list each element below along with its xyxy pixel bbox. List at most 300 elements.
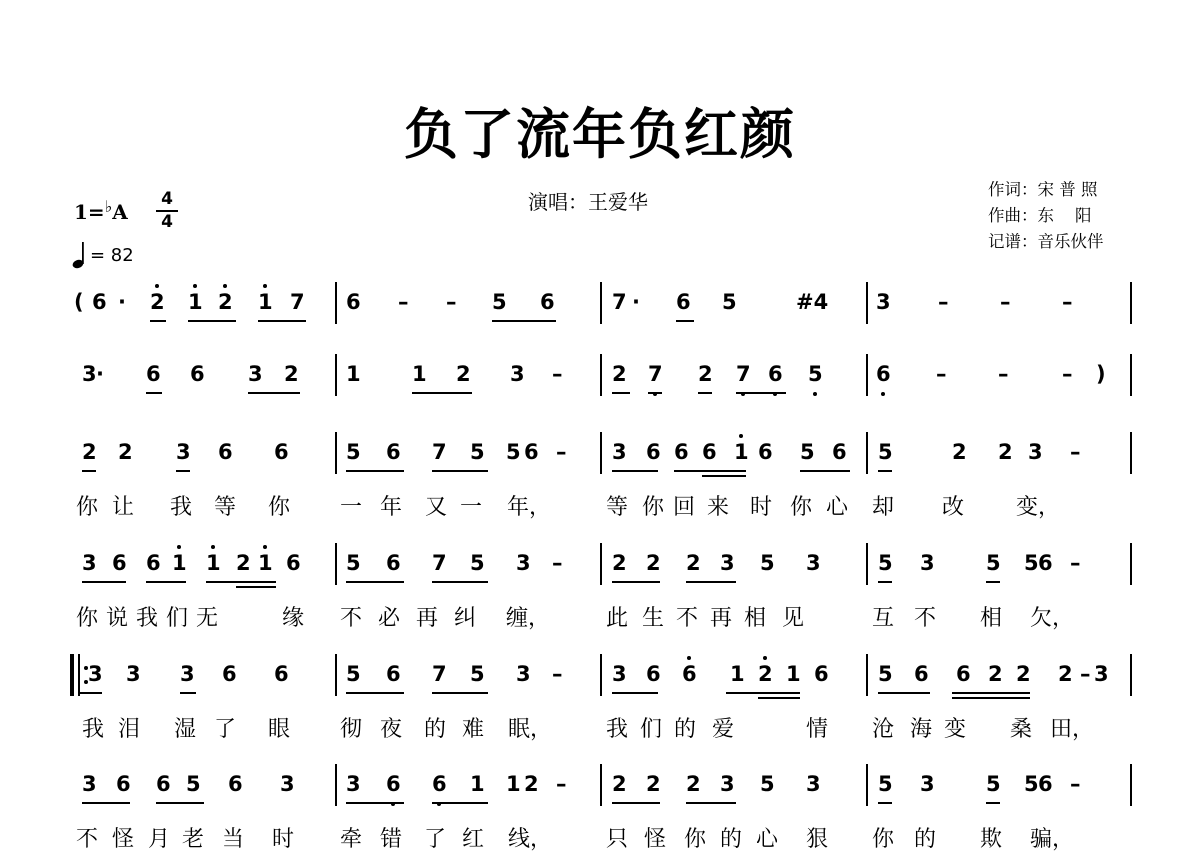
beam-line-2 (702, 475, 746, 477)
note: – (1070, 440, 1081, 464)
beam-line (492, 320, 556, 322)
beam-line-2 (236, 586, 276, 588)
octave-dot-high (263, 284, 267, 288)
octave-dot-high (177, 545, 181, 549)
beam-line (412, 392, 472, 394)
octave-dot-high (763, 656, 767, 660)
note: 2 (456, 362, 471, 386)
lyric-char: 了 (214, 717, 237, 742)
note: 2 (524, 772, 539, 796)
note: 5 (986, 772, 1001, 796)
octave-dot-high (193, 284, 197, 288)
lyric-char: 海 (910, 717, 933, 742)
note: – (1070, 772, 1081, 796)
beam-line (346, 692, 404, 694)
lyric-char: 又 (425, 495, 448, 520)
lyric-char: 年 (380, 495, 403, 520)
note: 2 (686, 772, 701, 796)
lyric-char: 了 (424, 827, 447, 852)
composer-credit: 作曲：东 阳 (988, 206, 1092, 225)
note: 1 (730, 662, 745, 686)
note: 2 (952, 440, 967, 464)
note: 6 (274, 662, 289, 686)
note: 2 (218, 290, 233, 314)
beam-line (952, 692, 1030, 694)
note: 6 (228, 772, 243, 796)
lyric-char: 红 (462, 827, 485, 852)
note: 5 (346, 551, 361, 575)
lyric-char: 你 (76, 495, 99, 520)
note: 6 (702, 440, 717, 464)
note: 5 (346, 662, 361, 686)
note: 6 (116, 772, 131, 796)
beam-line (878, 692, 930, 694)
key-label: 1= (74, 200, 105, 224)
lyric-char: 说 (106, 606, 129, 631)
note: 5 (492, 290, 507, 314)
barline (335, 354, 337, 396)
barline (335, 543, 337, 585)
note: 5 (186, 772, 201, 796)
lyric-char: 不 (676, 606, 699, 631)
lyric-char: 心 (826, 495, 849, 520)
octave-dot-low (881, 392, 885, 396)
beam-line (986, 581, 1000, 583)
lyric-char: 缠， (506, 606, 551, 631)
beam-line (346, 581, 404, 583)
note: 7 (612, 290, 627, 314)
beam-line (248, 392, 300, 394)
beam-line (346, 470, 404, 472)
beam-line (346, 802, 404, 804)
note: 7 (432, 662, 447, 686)
singer-credit: 演唱：王爱华 (528, 190, 648, 214)
note: – (552, 551, 563, 575)
lyric-char: 纠 (454, 606, 477, 631)
lyric-char: 的 (720, 827, 743, 852)
note: – (998, 362, 1009, 386)
note: 6 (914, 662, 929, 686)
barline (866, 764, 868, 806)
note: 1 (412, 362, 427, 386)
note: 7 (648, 362, 663, 386)
note: 6 (386, 551, 401, 575)
beam-line (206, 581, 276, 583)
note: ) (1096, 362, 1106, 386)
lyric-char: 狠 (806, 827, 829, 852)
note: 2 (236, 551, 251, 575)
lyric-char: 必 (378, 606, 401, 631)
lyric-char: 再 (710, 606, 733, 631)
note: 5 (760, 551, 775, 575)
lyric-char: 的 (424, 717, 447, 742)
lyric-char: 一 (340, 495, 363, 520)
transcriber-credit: 记谱：音乐伙伴 (988, 232, 1104, 251)
lyric-char: 田， (1050, 717, 1095, 742)
note: 3 (82, 362, 97, 386)
lyric-char: 改 (942, 495, 965, 520)
barline (1130, 654, 1132, 696)
beam-line (156, 802, 204, 804)
beam-line (146, 392, 162, 394)
note: – (1080, 662, 1091, 686)
note: – (556, 772, 567, 796)
barline (600, 354, 602, 396)
note: 1 (188, 290, 203, 314)
lyric-char: 我 (606, 717, 629, 742)
beam-line (878, 802, 892, 804)
lyric-char: 变 (944, 717, 967, 742)
barline (335, 764, 337, 806)
note: 6 (190, 362, 205, 386)
lyric-char: 桑 (1010, 717, 1033, 742)
note: 1 (506, 772, 521, 796)
note: 6 (674, 440, 689, 464)
lyric-char: 心 (756, 827, 779, 852)
octave-dot-high (739, 434, 743, 438)
barline (1130, 354, 1132, 396)
note: 2 (118, 440, 133, 464)
note: – (938, 290, 949, 314)
note: · (118, 290, 126, 314)
note: 6 (1038, 772, 1053, 796)
beam-line (686, 581, 736, 583)
note: #4 (796, 290, 829, 314)
note: 2 (612, 772, 627, 796)
note: 6 (222, 662, 237, 686)
lyric-char: 难 (462, 717, 485, 742)
note: 5 (808, 362, 823, 386)
note: 1 (470, 772, 485, 796)
beam-line (612, 692, 658, 694)
lyric-char: 错 (380, 827, 403, 852)
note: 5 (878, 662, 893, 686)
beam-line (674, 470, 746, 472)
note: – (1070, 551, 1081, 575)
lyric-char: 不 (914, 606, 937, 631)
note: – (556, 440, 567, 464)
lyric-char: 眼 (268, 717, 291, 742)
note: 2 (612, 551, 627, 575)
lyric-char: 生 (642, 606, 665, 631)
time-signature (156, 190, 178, 232)
beam-line (188, 320, 236, 322)
note: 2 (150, 290, 165, 314)
note: 6 (346, 290, 361, 314)
note: 5 (1024, 772, 1039, 796)
lyric-char: 无 (196, 606, 219, 631)
note: 6 (274, 440, 289, 464)
lyric-char: 相 (744, 606, 767, 631)
beam-line (648, 392, 662, 394)
lyric-char: 你 (642, 495, 665, 520)
beam-line (726, 692, 800, 694)
lyric-char: 你 (76, 606, 99, 631)
barline (1130, 764, 1132, 806)
note: 3 (280, 772, 295, 796)
lyric-char: 时 (750, 495, 773, 520)
octave-dot-high (687, 656, 691, 660)
beam-line (180, 692, 196, 694)
beam-line (612, 581, 660, 583)
note: – (446, 290, 457, 314)
lyric-char: 我 (82, 717, 105, 742)
lyric-char: 相 (980, 606, 1003, 631)
barline (600, 282, 602, 324)
lyric-char: 爱 (712, 717, 735, 742)
note: 5 (800, 440, 815, 464)
lyric-char: 情 (806, 717, 829, 742)
note: 6 (218, 440, 233, 464)
lyric-char: 让 (112, 495, 135, 520)
note: 3 (876, 290, 891, 314)
barline (600, 543, 602, 585)
note: 6 (876, 362, 891, 386)
lyric-char: 牵 (340, 827, 363, 852)
note: 2 (758, 662, 773, 686)
note: 2 (612, 362, 627, 386)
lyric-char: 你 (684, 827, 707, 852)
beam-line (676, 320, 694, 322)
note: 6 (156, 772, 171, 796)
octave-dot-high (155, 284, 159, 288)
note: 3 (1028, 440, 1043, 464)
lyric-char: 变， (1016, 495, 1061, 520)
note: 2 (998, 440, 1013, 464)
lyric-char: 老 (182, 827, 205, 852)
beam-line (878, 470, 892, 472)
barline (1130, 432, 1132, 474)
repeat-barline-thin (78, 654, 80, 696)
note: · (632, 290, 640, 314)
lyric-char: 夜 (380, 717, 403, 742)
beam-line (176, 470, 190, 472)
barline (600, 654, 602, 696)
time-signature-top: 4 (161, 189, 173, 209)
note: ( (74, 290, 84, 314)
note: 1 (786, 662, 801, 686)
note: 5 (878, 772, 893, 796)
beam-line (150, 320, 166, 322)
note: 6 (146, 551, 161, 575)
lyric-char: 回 (673, 495, 696, 520)
note: 2 (646, 772, 661, 796)
note: 3 (510, 362, 525, 386)
lyric-char: 不 (76, 827, 99, 852)
beam-line (82, 581, 126, 583)
note: 3 (516, 551, 531, 575)
beam-line-2 (758, 697, 800, 699)
note: 3 (176, 440, 191, 464)
lyric-char: 们 (640, 717, 663, 742)
note: 6 (92, 290, 107, 314)
lyric-char: 我 (136, 606, 159, 631)
beam-line (612, 470, 658, 472)
note: 3 (806, 551, 821, 575)
note: 6 (646, 662, 661, 686)
barline (866, 432, 868, 474)
note: 5 (878, 440, 893, 464)
lyric-char: 来 (707, 495, 730, 520)
note: 1 (734, 440, 749, 464)
lyric-char: 我 (170, 495, 193, 520)
barline (335, 432, 337, 474)
note: 6 (956, 662, 971, 686)
note: 5 (760, 772, 775, 796)
note: 6 (768, 362, 783, 386)
beam-line (432, 692, 488, 694)
note: 3 (612, 662, 627, 686)
note: 3 (612, 440, 627, 464)
note: 2 (698, 362, 713, 386)
note: 5 (878, 551, 893, 575)
lyric-char: 当 (222, 827, 245, 852)
lyric-char: 湿 (174, 717, 197, 742)
lyric-char: 见 (782, 606, 805, 631)
note: 6 (386, 440, 401, 464)
note: 2 (686, 551, 701, 575)
barline (335, 282, 337, 324)
note: 1 (172, 551, 187, 575)
lyric-char: 你 (268, 495, 291, 520)
lyric-char: 泪 (118, 717, 141, 742)
note: 6 (524, 440, 539, 464)
quarter-note-icon (72, 240, 86, 270)
lyric-char: 等 (606, 495, 629, 520)
note: – (552, 362, 563, 386)
lyric-char: 欺 (980, 827, 1003, 852)
barline (866, 282, 868, 324)
lyric-char: 骗， (1030, 827, 1075, 852)
octave-dot-low (813, 392, 817, 396)
note: 6 (386, 662, 401, 686)
note: 3 (88, 662, 103, 686)
lyric-char: 怪 (644, 827, 667, 852)
note: 3 (920, 772, 935, 796)
note: 6 (146, 362, 161, 386)
note: 6 (112, 551, 127, 575)
note: 2 (1016, 662, 1031, 686)
note: 3 (1094, 662, 1109, 686)
note: 6 (286, 551, 301, 575)
note: 5 (346, 440, 361, 464)
note: 3 (346, 772, 361, 796)
note: 7 (432, 551, 447, 575)
note: 5 (506, 440, 521, 464)
note: 5 (986, 551, 1001, 575)
song-title: 负了流年负红颜 (404, 102, 796, 166)
lyric-char: 的 (674, 717, 697, 742)
lyric-char: 等 (214, 495, 237, 520)
beam-line (258, 320, 306, 322)
barline (866, 354, 868, 396)
note: – (552, 662, 563, 686)
octave-dot-high (223, 284, 227, 288)
lyric-char: 怪 (112, 827, 135, 852)
lyric-char: 沧 (872, 717, 895, 742)
note: 1 (206, 551, 221, 575)
beam-line (736, 392, 786, 394)
barline (866, 543, 868, 585)
barline (600, 764, 602, 806)
note: – (1062, 362, 1073, 386)
note: – (1062, 290, 1073, 314)
note: · (96, 362, 104, 386)
repeat-barline (70, 654, 74, 696)
beam-line (986, 802, 1000, 804)
note: 3 (806, 772, 821, 796)
note: 3 (126, 662, 141, 686)
lyric-char: 年， (507, 495, 552, 520)
note: 2 (988, 662, 1003, 686)
note: 6 (386, 772, 401, 796)
barline (600, 432, 602, 474)
key-note: A (112, 200, 128, 224)
note: 5 (470, 551, 485, 575)
lyric-char: 一 (460, 495, 483, 520)
note: 6 (682, 662, 697, 686)
octave-dot-high (263, 545, 267, 549)
lyric-char: 互 (872, 606, 895, 631)
beam-line (82, 470, 96, 472)
lyric-char: 欠， (1030, 606, 1075, 631)
note: – (1000, 290, 1011, 314)
note: 2 (1058, 662, 1073, 686)
barline (866, 654, 868, 696)
barline (335, 654, 337, 696)
lyric-char: 们 (166, 606, 189, 631)
tempo-value: = 82 (90, 244, 134, 266)
note: 3 (920, 551, 935, 575)
lyric-char: 缘 (282, 606, 305, 631)
key-signature (74, 197, 128, 224)
note: 1 (258, 290, 273, 314)
beam-line (146, 581, 186, 583)
beam-line (432, 581, 488, 583)
octave-dot-high (211, 545, 215, 549)
time-signature-bottom: 4 (161, 212, 173, 232)
beam-line (686, 802, 736, 804)
beam-line (80, 692, 102, 694)
beam-line-2 (952, 697, 1030, 699)
note: 3 (720, 551, 735, 575)
note: 5 (470, 662, 485, 686)
note: 3 (516, 662, 531, 686)
note: 3 (82, 551, 97, 575)
note: 6 (758, 440, 773, 464)
note: 6 (432, 772, 447, 796)
note: 6 (646, 440, 661, 464)
beam-line (432, 470, 488, 472)
lyricist-credit: 作词：宋 普 照 (988, 180, 1098, 199)
note: 5 (470, 440, 485, 464)
lyric-char: 你 (872, 827, 895, 852)
tempo-marking (72, 240, 134, 270)
note: 6 (832, 440, 847, 464)
note: 6 (540, 290, 555, 314)
beam-line (698, 392, 712, 394)
note: 5 (722, 290, 737, 314)
beam-line (432, 802, 488, 804)
beam-line (878, 581, 892, 583)
credits-block (988, 177, 1104, 255)
lyric-char: 时 (272, 827, 295, 852)
lyric-char: 彻 (340, 717, 363, 742)
note: 3 (720, 772, 735, 796)
lyric-char: 再 (416, 606, 439, 631)
note: – (398, 290, 409, 314)
note: 6 (1038, 551, 1053, 575)
